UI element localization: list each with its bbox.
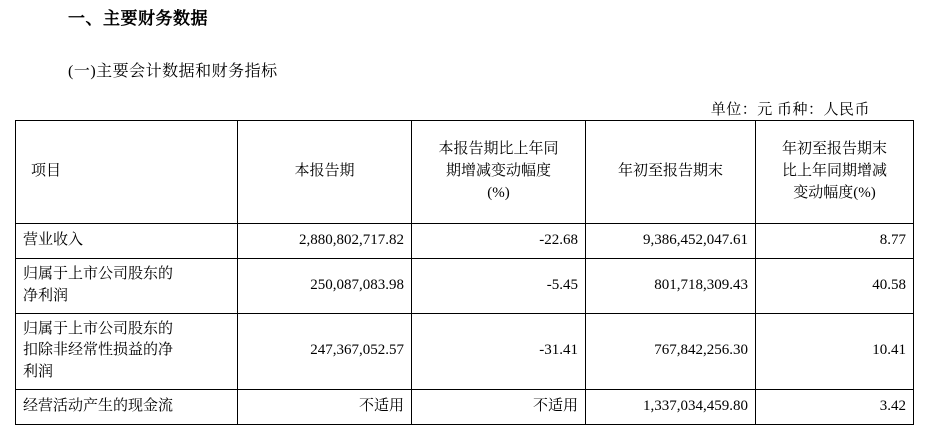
row-value-adjusted-net-profit-current: 247,367,052.57 bbox=[238, 313, 412, 389]
row-value-operating-cashflow-ytd: 1,337,034,459.80 bbox=[586, 389, 756, 424]
table-row bbox=[16, 224, 914, 259]
row-label-operating-cashflow: 经营活动产生的现金流 bbox=[16, 389, 238, 424]
row-value-adjusted-net-profit-change: -31.41 bbox=[412, 313, 586, 389]
row-value-net-profit-current: 250,087,083.98 bbox=[238, 259, 412, 314]
row-value-adjusted-net-profit-ytd-change: 10.41 bbox=[756, 313, 914, 389]
row-label-adjusted-net-profit-line2: 扣除非经常性损益的净 bbox=[23, 342, 174, 359]
row-value-net-profit-ytd-change: 40.58 bbox=[756, 259, 914, 314]
header-change-line2: 期增减变动幅度 bbox=[445, 163, 551, 180]
row-label-adjusted-net-profit-line1: 归属于上市公司股东的 bbox=[23, 320, 174, 337]
header-cell-ytd bbox=[586, 121, 756, 224]
table-header bbox=[16, 121, 914, 224]
page-title: 一、主要财务数据 bbox=[68, 9, 208, 28]
row-value-revenue-ytd: 9,386,452,047.61 bbox=[586, 224, 756, 259]
table-row bbox=[16, 259, 914, 314]
table-body bbox=[16, 224, 914, 425]
row-value-operating-cashflow-ytd-change: 3.42 bbox=[756, 389, 914, 424]
row-label-net-profit bbox=[16, 259, 238, 314]
financial-data-table bbox=[15, 120, 914, 425]
header-ytd-change-line3: 变动幅度(%) bbox=[793, 184, 876, 201]
table-row bbox=[16, 389, 914, 424]
row-label-net-profit-line2: 净利润 bbox=[23, 287, 69, 304]
section-subtitle: (一)主要会计数据和财务指标 bbox=[68, 63, 278, 80]
table-row bbox=[16, 313, 914, 389]
row-value-net-profit-ytd: 801,718,309.43 bbox=[586, 259, 756, 314]
header-ytd-line1: 年初至报告期末 bbox=[617, 163, 723, 180]
header-cell-item bbox=[16, 121, 238, 224]
header-change-line3: (%) bbox=[487, 184, 510, 201]
row-value-operating-cashflow-change: 不适用 bbox=[412, 389, 586, 424]
header-change-line1: 本报告期比上年同 bbox=[438, 141, 559, 158]
unit-currency-note: 单位：元 币种：人民币 bbox=[710, 102, 870, 118]
row-label-adjusted-net-profit bbox=[16, 313, 238, 389]
row-value-operating-cashflow-current: 不适用 bbox=[238, 389, 412, 424]
header-ytd-change-line2: 比上年同期增减 bbox=[781, 163, 887, 180]
row-value-adjusted-net-profit-ytd: 767,842,256.30 bbox=[586, 313, 756, 389]
row-label-net-profit-line1: 归属于上市公司股东的 bbox=[23, 266, 174, 282]
row-label-revenue: 营业收入 bbox=[16, 224, 238, 259]
row-value-revenue-ytd-change: 8.77 bbox=[756, 224, 914, 259]
header-item-label: 项目 bbox=[31, 163, 62, 180]
row-value-net-profit-change: -5.45 bbox=[412, 259, 586, 314]
header-cell-change bbox=[412, 121, 586, 224]
row-value-revenue-current: 2,880,802,717.82 bbox=[238, 224, 412, 259]
header-cell-current-period bbox=[238, 121, 412, 224]
header-cell-ytd-change bbox=[756, 121, 914, 224]
row-label-adjusted-net-profit-line3: 利润 bbox=[23, 364, 54, 380]
row-value-revenue-change: -22.68 bbox=[412, 224, 586, 259]
header-ytd-change-line1: 年初至报告期末 bbox=[781, 141, 887, 158]
table-header-row bbox=[16, 121, 914, 224]
header-current-period-label: 本报告期 bbox=[294, 163, 355, 180]
